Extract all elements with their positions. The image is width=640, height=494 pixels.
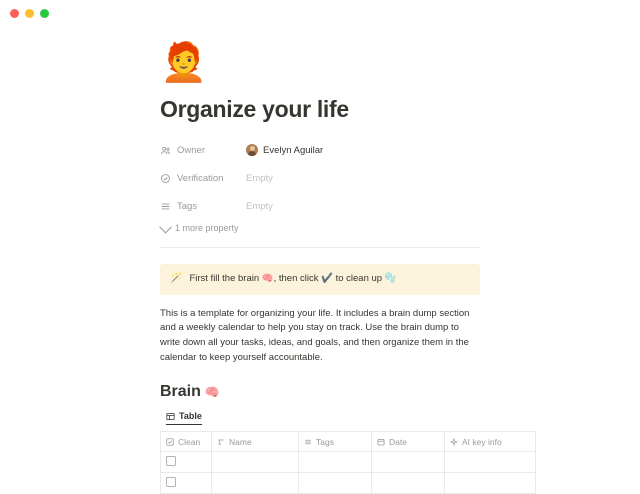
zoom-window-button[interactable] (40, 9, 49, 18)
cell-date[interactable] (372, 473, 445, 494)
multiselect-icon (304, 438, 312, 446)
verified-icon (160, 173, 171, 184)
table-body (161, 452, 536, 494)
cell-name[interactable] (212, 473, 299, 494)
more-properties-label: 1 more property (175, 223, 239, 233)
column-header-ai-key-info[interactable] (445, 432, 536, 452)
column-header-name[interactable] (212, 432, 299, 452)
more-properties-toggle[interactable] (161, 223, 480, 233)
tags-icon (160, 201, 171, 212)
section-heading[interactable] (160, 383, 480, 401)
property-label-tags (160, 201, 246, 212)
cell-tags[interactable] (299, 473, 372, 494)
tab-table-view[interactable] (166, 411, 202, 425)
cell-ai[interactable] (445, 473, 536, 494)
property-row-tags[interactable] (160, 195, 480, 217)
property-label-verification (160, 173, 246, 184)
page-body (0, 44, 640, 494)
calendar-icon (377, 438, 385, 446)
section-heading-text: Brain (160, 383, 201, 401)
cell-clean[interactable] (161, 452, 212, 473)
table-row[interactable] (161, 452, 536, 473)
column-label-date: Date (389, 436, 407, 447)
cell-clean[interactable] (161, 473, 212, 494)
window-controls (10, 9, 49, 18)
property-value-tags[interactable]: Empty (246, 200, 273, 212)
cell-date[interactable] (372, 452, 445, 473)
database-table (160, 431, 536, 494)
property-name-verification: Verification (177, 172, 224, 184)
page-content (160, 42, 502, 494)
property-row-verification[interactable] (160, 167, 480, 189)
row-checkbox[interactable] (166, 456, 176, 466)
table-view-icon (166, 412, 175, 421)
column-header-clean[interactable] (161, 432, 212, 452)
title-icon (217, 438, 225, 446)
row-checkbox[interactable] (166, 477, 176, 487)
cell-tags[interactable] (299, 452, 372, 473)
column-label-ai-key-info: AI key info (462, 436, 502, 447)
column-header-date[interactable] (372, 432, 445, 452)
page-icon-emoji[interactable]: 🧑‍🦰 (160, 42, 208, 84)
wand-icon: 🪄 (170, 273, 183, 284)
property-name-owner: Owner (177, 144, 205, 156)
intro-paragraph[interactable]: This is a template for organizing your life. It includes a brain dump section and a weekly calendar to help you stay on track. Use the brain dump to write down all your tasks, ideas, and goals, and then organize them in the calendar to keep yourself accountable. (160, 307, 470, 363)
property-value-verification[interactable]: Empty (246, 172, 273, 184)
property-value-owner[interactable] (246, 144, 323, 156)
person-icon (160, 145, 171, 156)
brain-icon: 🧠 (204, 385, 220, 400)
callout-block[interactable] (160, 264, 480, 295)
page-properties (160, 139, 480, 233)
owner-name: Evelyn Aguilar (263, 144, 324, 156)
checkbox-icon (166, 438, 174, 446)
property-label-owner (160, 145, 246, 156)
ai-icon (450, 438, 458, 446)
avatar (246, 144, 258, 156)
column-label-clean: Clean (178, 436, 201, 447)
column-label-name: Name (229, 436, 252, 447)
window-titlebar (0, 0, 640, 26)
cell-name[interactable] (212, 452, 299, 473)
property-row-owner[interactable] (160, 139, 480, 161)
tab-table-label: Table (179, 411, 202, 422)
property-name-tags: Tags (177, 200, 198, 212)
table-header-row (161, 432, 536, 452)
chevron-down-icon (159, 220, 172, 233)
column-header-tags[interactable] (299, 432, 372, 452)
table-row[interactable] (161, 473, 536, 494)
column-label-tags: Tags (316, 436, 334, 447)
minimize-window-button[interactable] (25, 9, 34, 18)
close-window-button[interactable] (10, 9, 19, 18)
cell-ai[interactable] (445, 452, 536, 473)
divider (160, 247, 480, 248)
callout-text: First fill the brain 🧠, then click ✔️ to clean up 🫧 (189, 273, 397, 284)
database-view-tabs (166, 411, 480, 425)
page-title[interactable]: Organize your life (160, 96, 349, 122)
